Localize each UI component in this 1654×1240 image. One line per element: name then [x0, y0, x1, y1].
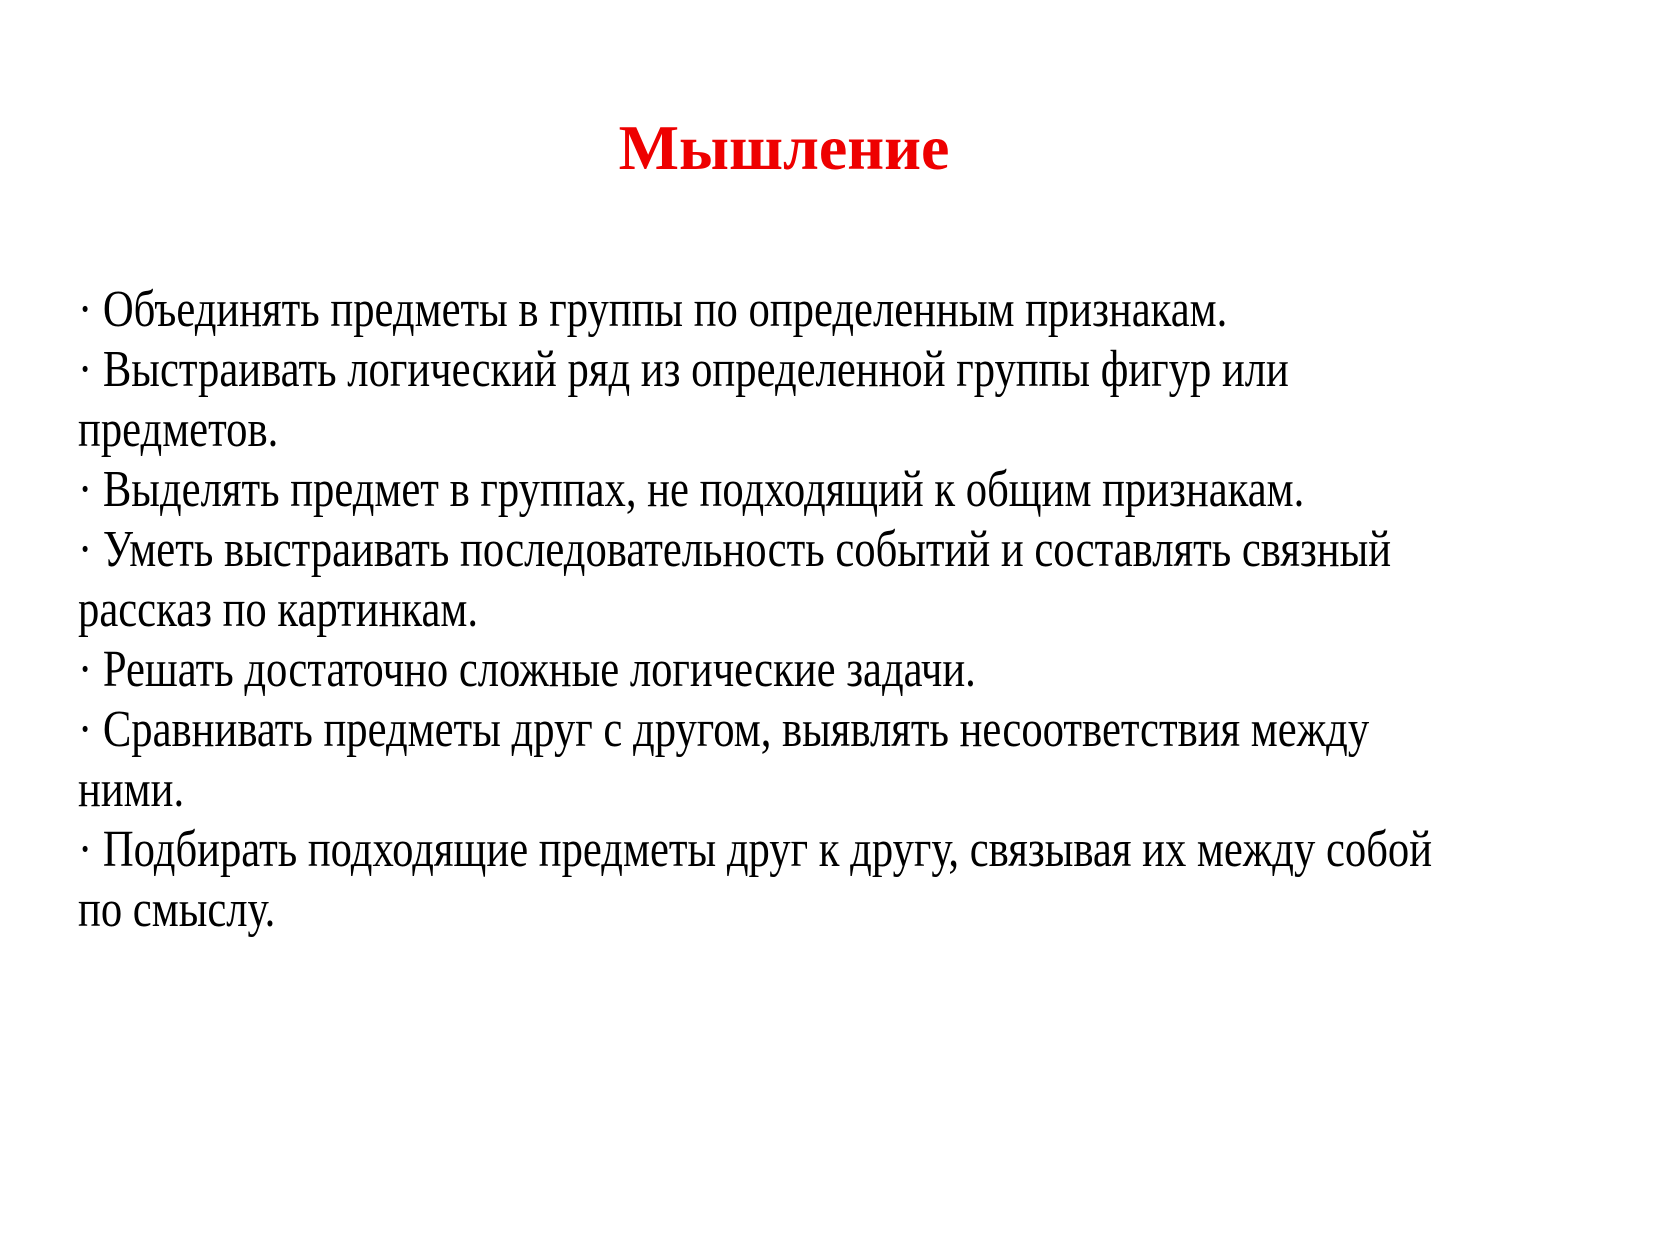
bullet-list: [78, 280, 1485, 940]
list-item: · Решать достаточно сложные логические задачи.: [78, 641, 976, 698]
list-item: · Подбирать подходящие предметы друг к другу, связывая их между собой по смыслу.: [78, 821, 1433, 938]
list-item: · Объединять предметы в группы по определенным признакам.: [78, 281, 1228, 338]
slide-title: Мышление: [618, 112, 950, 183]
list-item: · Выстраивать логический ряд из определенной группы фигур или предметов.: [78, 341, 1289, 458]
list-item: · Сравнивать предметы друг с другом, выявлять несоответствия между ними.: [78, 701, 1370, 818]
list-item: · Уметь выстраивать последовательность событий и составлять связный рассказ по картинкам.: [78, 521, 1392, 638]
list-item: · Выделять предмет в группах, не подходящий к общим признакам.: [78, 461, 1305, 518]
